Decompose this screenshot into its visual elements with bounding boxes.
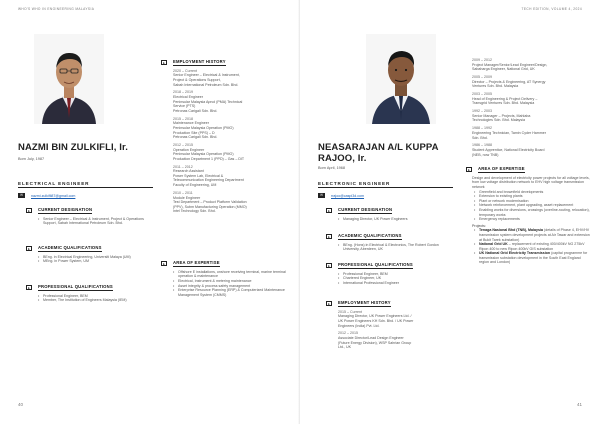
history-entry bbox=[472, 58, 590, 72]
list-item: • Enabling works for diversions, crossings (overline-routing, relocation), temporary works bbox=[474, 208, 590, 217]
history-entry bbox=[173, 143, 289, 161]
history-entry bbox=[173, 90, 289, 113]
history-line: Project Manager/Senior/Lead Engineer/Design, bbox=[472, 62, 548, 67]
history-date: 2009 – 2012 bbox=[472, 58, 492, 62]
history-line: UK Power Engineers KH Sdn. Bhd. / UK Power bbox=[338, 318, 414, 323]
list-item: • MEng. in Power System, UM bbox=[38, 259, 154, 264]
history-line: Senior Engineer – Electrical & Instrument, bbox=[173, 73, 240, 78]
section-title: CURRENT DESIGNATION bbox=[38, 207, 93, 212]
section-marker-icon: ▸ bbox=[26, 285, 32, 291]
history-line: Production Department 1 (PPD) – Gas – DIT bbox=[173, 156, 245, 161]
list-item: • BEng. in Electrical Engineering, Universiti Malaya (UM) bbox=[38, 255, 154, 260]
history-date: 2018 – 2019 bbox=[173, 90, 193, 95]
history-line: Peninsular Malaysia Operation (PMO) bbox=[173, 125, 234, 130]
history-date: 1992 – 2003 bbox=[472, 109, 492, 114]
section-marker-icon: ▸ bbox=[161, 261, 167, 267]
section-title: AREA OF EXPERTISE bbox=[173, 260, 220, 265]
history-date: 2012 – 2015 bbox=[173, 143, 193, 147]
current-designation-section bbox=[26, 207, 154, 226]
designation-list bbox=[26, 217, 154, 226]
academic-section bbox=[26, 245, 154, 264]
history-line: Engineers (India) Pvt. Ltd. bbox=[338, 323, 380, 328]
email-icon: ✉ bbox=[18, 193, 25, 198]
list-item: • Enterprise Resource Planning (ERP) & Computerized Maintenance Management System (CMMS) bbox=[173, 288, 289, 297]
employment-list-continued bbox=[472, 58, 590, 157]
project-name: National Grid UK bbox=[479, 242, 508, 247]
role-title: ELECTRONIC ENGINEER bbox=[318, 181, 391, 186]
project-name: UK National Grid Electricity Transmission bbox=[479, 251, 551, 256]
section-marker-icon: ▸ bbox=[466, 167, 472, 173]
section-marker-icon: ▸ bbox=[161, 60, 167, 66]
history-line: Head of Engineering & Project Delivery – bbox=[472, 96, 538, 101]
list-item: • Greenfield and brownfield developments bbox=[474, 190, 590, 195]
person-name: NAZMI BIN ZULKIFLI, Ir. bbox=[18, 142, 128, 153]
project-desc: (details of Phase 4, EHV/HV transmission system development projects at Air Tawar and extension at Bukit Tarek substation) bbox=[479, 228, 590, 242]
history-line: Ltd., UK bbox=[338, 345, 351, 350]
email-icon: ✉ bbox=[318, 193, 325, 198]
expertise-intro: Design and development of electricity power projects for all voltage levels, from low voltage distribution network to EHV high voltage transmission network bbox=[472, 175, 590, 189]
history-date: 2010 – 2011 bbox=[173, 190, 193, 195]
history-entry bbox=[472, 75, 590, 89]
history-date: 2003 – 2005 bbox=[472, 92, 492, 97]
page-number: 40 bbox=[18, 402, 24, 407]
history-entry bbox=[472, 92, 590, 106]
history-line: Operation Engineer bbox=[173, 147, 205, 152]
section-title: EMPLOYMENT HISTORY bbox=[173, 59, 226, 64]
projects-label: Projects: bbox=[472, 223, 486, 228]
history-line: Electrical Engineer bbox=[173, 95, 203, 100]
section-marker-icon: ▸ bbox=[326, 263, 332, 269]
history-line: Peninsular Malaysia Operation (PMO) bbox=[173, 152, 234, 157]
history-line: Sabah International Petroleum Sdn. Bhd. bbox=[173, 82, 239, 87]
list-item: • Chartered Engineer, UK bbox=[338, 276, 454, 281]
project-name: Tenaga Nasional Bhd (TNB), Malaysia bbox=[479, 228, 544, 233]
history-entry bbox=[472, 109, 590, 123]
list-item: • Asset integrity & process safety management bbox=[173, 284, 289, 289]
email-row bbox=[318, 193, 364, 198]
expertise-list bbox=[161, 270, 289, 298]
employment-history-section bbox=[161, 59, 289, 217]
history-line: Student Apprentice, National Electricity Board bbox=[472, 147, 545, 152]
running-header: TECH EDITION, VOLUME 4, 2024 bbox=[521, 7, 582, 11]
history-line: Module Engineer bbox=[173, 195, 201, 200]
history-date: 2020 – Current bbox=[173, 68, 197, 73]
section-marker-icon: ▸ bbox=[26, 208, 32, 214]
history-line: Associate Director/Lead Design Engineer bbox=[338, 336, 404, 341]
history-entry bbox=[173, 69, 289, 87]
history-line: Transgrid Ventures Sdn. Bhd. Malaysia bbox=[472, 101, 535, 106]
employment-history-section bbox=[326, 300, 454, 353]
email-link[interactable]: nazmi.zulkifli87@gmail.com bbox=[31, 193, 76, 198]
employment-list bbox=[326, 310, 454, 350]
right-page bbox=[300, 0, 600, 424]
professional-section bbox=[326, 262, 454, 286]
person-name-line2: RAJOO, Ir. bbox=[318, 152, 367, 164]
history-line: Project & Operations Support, bbox=[173, 77, 221, 82]
history-entry bbox=[173, 191, 289, 214]
list-item: • International Professional Engineer bbox=[338, 281, 454, 286]
list-item: • BEng. (Hons) in Electrical & Electronics, The Robert Gordon University, Aberdeen, UK bbox=[338, 243, 454, 252]
history-line: Engineering Technician, Tamin Cyder Hammer bbox=[472, 130, 546, 135]
history-date: 2005 – 2009 bbox=[472, 75, 492, 80]
project-item bbox=[474, 251, 590, 265]
project-item bbox=[474, 228, 590, 242]
history-line: Service (PTS) bbox=[173, 104, 196, 109]
history-line: Intel Technology Sdn. Bhd. bbox=[173, 209, 216, 214]
section-title: ACADEMIC QUALIFICATIONS bbox=[38, 245, 102, 250]
email-link[interactable]: rrajoo@caspi3d.com bbox=[331, 193, 365, 198]
history-line: Director – Projects & Engineering, AT Synergy bbox=[472, 79, 546, 84]
profile-photo bbox=[34, 34, 104, 124]
history-date: 1988 – 1992 bbox=[472, 126, 492, 131]
expertise-section bbox=[161, 260, 289, 297]
project-desc: – replacement of existing 400/400kV NG 275kV Ripon 400 to new Ripon 400kV GIS substation bbox=[479, 242, 585, 251]
history-line: Test Department – Product Platform Validation bbox=[173, 200, 247, 205]
portrait-image-icon bbox=[34, 34, 104, 124]
history-line: Sabaharga Engineer, National Grid, UK bbox=[472, 67, 535, 72]
projects-list bbox=[466, 228, 590, 265]
professional-list bbox=[26, 294, 154, 303]
list-item: • Electrical, Instrument & metering maintenance bbox=[173, 279, 289, 284]
expertise-list bbox=[466, 190, 590, 222]
professional-section bbox=[26, 284, 154, 303]
email-row bbox=[18, 193, 75, 198]
history-line: (NEB, now TNB) bbox=[472, 152, 499, 157]
history-entry bbox=[338, 310, 454, 328]
history-line: (Future Energy Division), WSP Sahrian Group bbox=[338, 340, 412, 345]
list-item: • Professional Engineer, BEM bbox=[338, 272, 454, 277]
history-line: (PPV), Subm Manufacturing Operation (MMO) bbox=[173, 204, 247, 209]
portrait-image-icon bbox=[366, 34, 436, 124]
academic-list bbox=[26, 255, 154, 264]
section-marker-icon: ▸ bbox=[326, 234, 332, 240]
employment-history-continued bbox=[472, 58, 590, 160]
history-entry bbox=[173, 117, 289, 140]
section-title: PROFESSIONAL QUALIFICATIONS bbox=[38, 284, 113, 289]
professional-list bbox=[326, 272, 454, 286]
role-title: ELECTRICAL ENGINEER bbox=[18, 181, 90, 186]
section-title: AREA OF EXPERTISE bbox=[478, 166, 525, 171]
history-line: Technologies Sdn. Bhd. Malaysia bbox=[472, 118, 525, 123]
person-name bbox=[318, 143, 439, 164]
list-item: • Emergency replacements bbox=[474, 217, 590, 222]
section-title: PROFESSIONAL QUALIFICATIONS bbox=[338, 262, 413, 267]
list-item: • Member, The Institution of Engineers Malaysia (IEM) bbox=[38, 298, 154, 303]
section-marker-icon: ▸ bbox=[26, 246, 32, 252]
history-date: 2015 – Current bbox=[338, 309, 362, 314]
history-line: Petronas Carigali Sdn. Bhd. bbox=[173, 135, 218, 140]
history-line: Telecommunication Engineering Department bbox=[173, 178, 244, 183]
history-line: Research Assistant bbox=[173, 169, 204, 174]
list-item: • Plant or network modernisation bbox=[474, 199, 590, 204]
employment-list bbox=[161, 69, 289, 214]
history-date: 2011 – 2012 bbox=[173, 164, 193, 169]
running-header: WHO'S WHO IN ENGINEERING MALAYSIA bbox=[18, 7, 95, 11]
birth-date: Born July, 1987 bbox=[18, 157, 45, 161]
birth-date: Born April, 1968 bbox=[318, 166, 346, 170]
role-banner bbox=[18, 181, 153, 188]
list-item: • Senior Engineer – Electrical & Instrument, Project & Operations Support, Sabah International Petroleum Sdn. Bhd. bbox=[38, 217, 154, 226]
history-line: Petronas Carigali Sdn. Bhd. bbox=[173, 108, 218, 113]
section-marker-icon: ▸ bbox=[326, 301, 332, 307]
project-desc: (capital programme for transmission substation development in the South East England region and London) bbox=[479, 251, 588, 265]
role-banner bbox=[318, 181, 453, 188]
history-entry bbox=[338, 331, 454, 349]
history-date: 1986 – 1988 bbox=[472, 143, 492, 148]
history-entry bbox=[472, 143, 590, 157]
history-line: Ventures Sdn. Bhd. Malaysia bbox=[472, 84, 519, 89]
list-item: • Offshore E installations, onshore receiving terminal, marine terminal operation & maintenance bbox=[173, 270, 289, 279]
person-name-line1: NEASARAJAN A/L KUPPA bbox=[318, 142, 439, 153]
project-item bbox=[474, 242, 590, 251]
history-line: Senior Manager – Projects, Mahlaba bbox=[472, 113, 531, 118]
history-entry bbox=[472, 126, 590, 140]
academic-section bbox=[326, 233, 454, 252]
history-line: Sdn. Bhd. bbox=[472, 135, 488, 140]
list-item: • Managing Director, UK Power Engineers bbox=[338, 217, 454, 222]
history-line: Faculty of Engineering, UM bbox=[173, 183, 217, 188]
history-date: 2012 – 2015 bbox=[338, 331, 358, 336]
list-item: • Network reinforcement, plant upgrading, asset replacement bbox=[474, 203, 590, 208]
history-line: Production Site (PPS) – D bbox=[173, 130, 215, 135]
history-line: Peninsular Malaysia Apnol (PMA) Technical bbox=[173, 99, 243, 104]
section-title: EMPLOYMENT HISTORY bbox=[338, 300, 391, 305]
section-marker-icon: ▸ bbox=[326, 208, 332, 214]
current-designation-section bbox=[326, 207, 454, 221]
academic-list bbox=[326, 243, 454, 252]
history-entry bbox=[173, 165, 289, 188]
history-line: Power System Lab, Electrical & bbox=[173, 173, 224, 178]
section-title: CURRENT DESIGNATION bbox=[338, 207, 393, 212]
list-item: • Extension to existing plants bbox=[474, 194, 590, 199]
expertise-section bbox=[466, 166, 590, 265]
history-line: Managing Director, UK Power Engineers Ltd. / bbox=[338, 314, 412, 319]
page-number: 41 bbox=[576, 402, 582, 407]
profile-photo bbox=[366, 34, 436, 124]
list-item: • Professional Engineer, BEM bbox=[38, 294, 154, 299]
designation-list bbox=[326, 217, 454, 222]
history-date: 2015 – 2018 bbox=[173, 116, 193, 121]
history-line: Maintenance Engineer bbox=[173, 121, 209, 126]
section-title: ACADEMIC QUALIFICATIONS bbox=[338, 233, 402, 238]
